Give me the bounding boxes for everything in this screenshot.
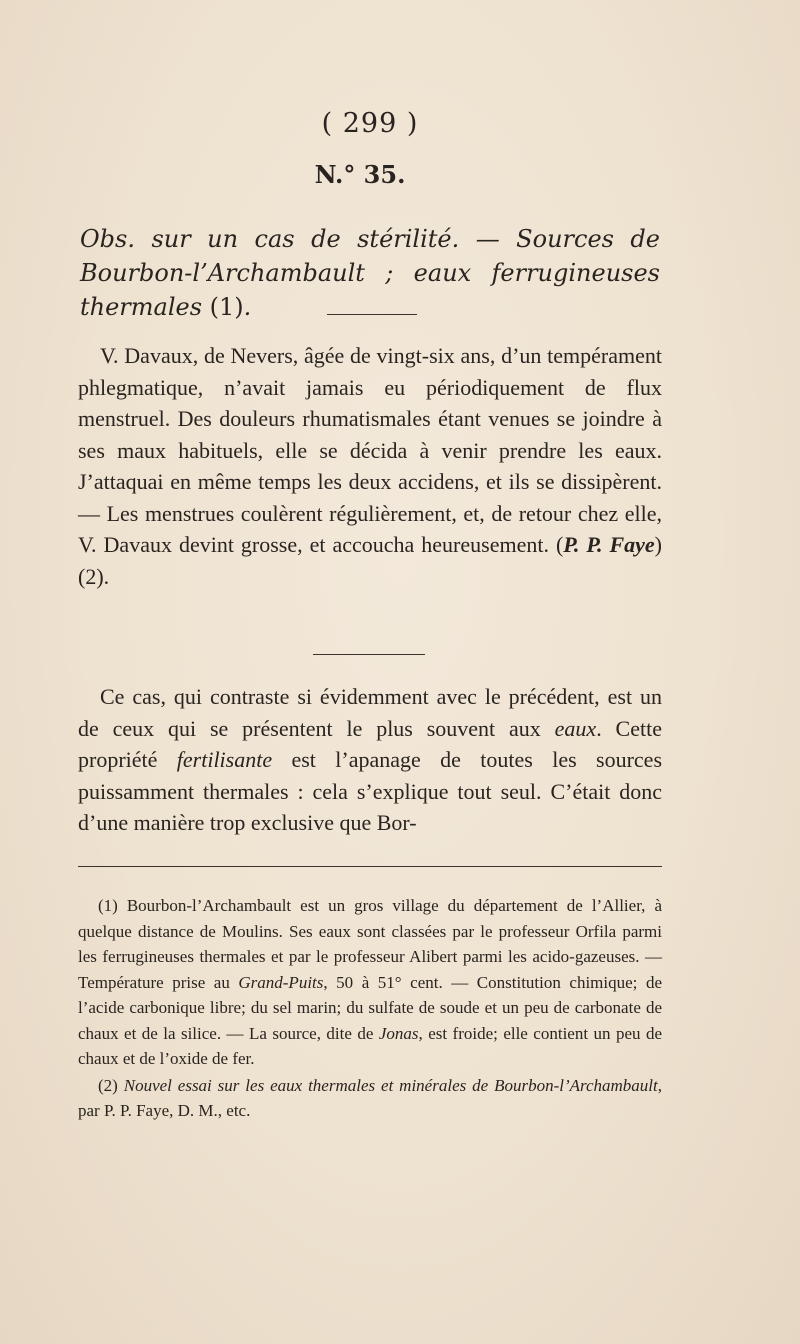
footnote-2-text: , par P. P. Faye, D. M., etc. <box>78 1075 663 1120</box>
separator-rule <box>313 654 425 655</box>
title-footnote-ref: (1) <box>209 293 244 321</box>
commentary-text: . Cette propriété <box>78 715 662 772</box>
footnote-1-grand-puits: Grand-Puits <box>238 972 324 992</box>
paragraph-case-end: ) (2). <box>78 532 662 589</box>
title-end: . <box>243 293 252 321</box>
author-name: P. P. Faye <box>563 532 655 557</box>
commentary-text: Ce cas, qui contraste si évidemment avec le précédent, est un de ceux qui se présentent le plus souvent aux <box>78 684 662 741</box>
footnote-1-jonas: Jonas <box>378 1023 419 1043</box>
page-number: ( 299 ) <box>321 108 419 139</box>
separator-rule <box>327 314 417 315</box>
observation-number: N.° 35. <box>314 160 406 189</box>
footnote-2-title: Nouvel essai sur les eaux thermales et minérales de Bourbon-l’Archambault <box>123 1075 658 1095</box>
footnote-2 <box>78 1073 662 1124</box>
footnotes <box>78 893 662 1125</box>
paragraph-case <box>78 340 662 592</box>
footnote-1-text: , 50 à 51° cent. — Constitution chimique; de l’acide carbonique libre; du sel marin; du sulfate de soude et un peu de carbonate de chaux et de la silice. — La source, dite de <box>78 972 662 1043</box>
footnote-1 <box>78 893 662 1072</box>
observation-title <box>80 222 660 324</box>
footnote-rule <box>78 866 662 867</box>
paragraph-case-text: V. Davaux, de Nevers, âgée de vingt-six ans, d’un tempérament phlegmatique, n’avait jamais eu périodiquement de flux menstruel. Des douleurs rhumatismales étant venues se joindre à ses maux habituels, elle se décida à venir prendre les eaux. J’attaquai en même temps les deux accidens, et ils se dissipèrent. — Les menstrues coulèrent régulièrement, et, de retour chez elle, V. Davaux devint grosse, et accoucha heureusement. ( <box>78 343 662 557</box>
footnote-1-text: (1) Bourbon-l’Archambault est un gros village du département de l’Allier, à quelque distance de Moulins. Ses eaux sont classées par le professeur Orfila parmi les ferrugineuses thermales et par le professeur Alibert parmi les acido-gazeuses. — Température prise au <box>78 896 662 992</box>
emphasis-eaux: eaux <box>554 715 597 741</box>
footnote-2-ref: (2) <box>98 1075 124 1095</box>
emphasis-fertilisante: fertilisante <box>176 747 273 772</box>
title-text: Obs. sur un cas de stérilité. — Sources de Bourbon-l’Archambault ; eaux ferrugineuses thermales <box>80 225 660 321</box>
commentary-text: est l’apanage de toutes les sources puissamment thermales : cela s’explique tout seul. C’était donc d’une manière trop exclusive que Bor- <box>78 747 663 835</box>
paragraph-commentary <box>78 681 662 839</box>
footnote-1-text: , est froide; elle contient un peu de chaux et de l’oxide de fer. <box>78 1023 662 1068</box>
